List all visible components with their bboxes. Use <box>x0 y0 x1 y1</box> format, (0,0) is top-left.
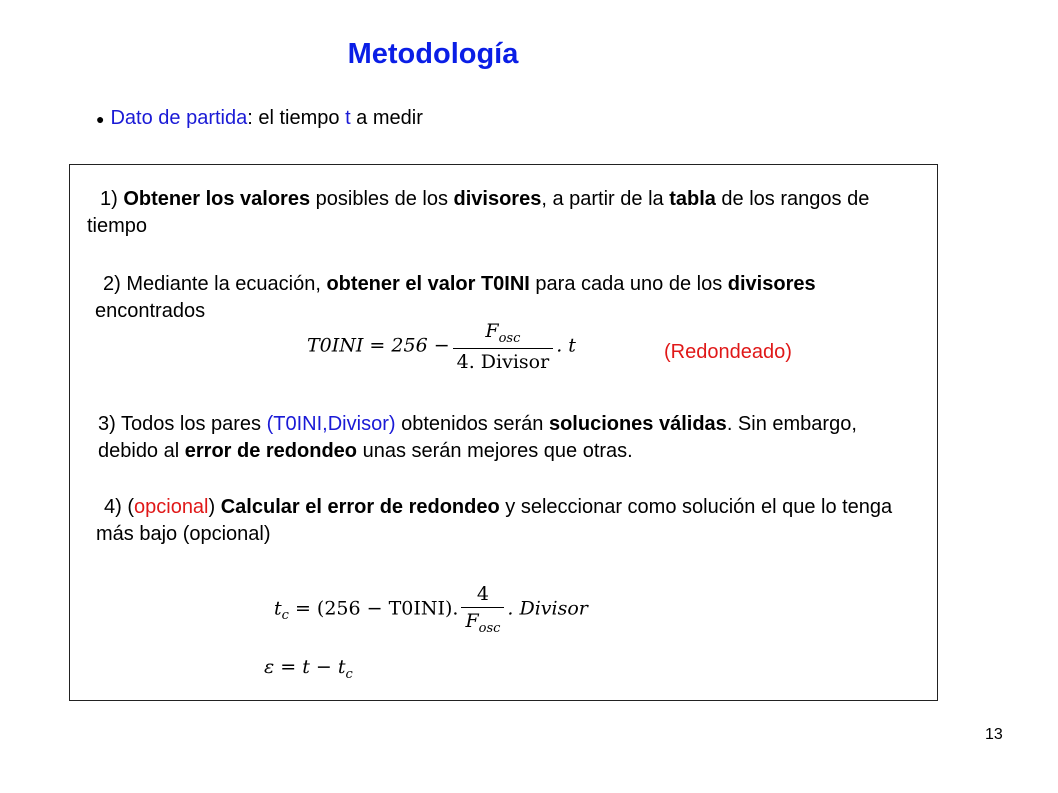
step3-bold: soluciones válidas <box>548 413 727 435</box>
step4-bold: Calcular el error de redondeo <box>220 496 500 518</box>
step2-text: para cada uno de los <box>529 273 728 295</box>
step4-text: ) <box>208 496 221 518</box>
step4-optional: opcional <box>134 496 209 518</box>
step2-text: 2) Mediante la ecuación, <box>103 273 327 295</box>
step1-text: , a partir de la <box>541 188 670 210</box>
intro-text-a: : el tiempo <box>247 107 346 129</box>
step3-text: . Sin embargo, debido al <box>98 413 857 462</box>
eq2-denominator-sub: osc <box>478 620 501 636</box>
step1-text: 1) <box>100 188 124 210</box>
step-4 <box>96 494 926 548</box>
equation-tc <box>274 583 588 636</box>
eq2-fraction <box>461 583 504 636</box>
step1-text: posibles de los <box>310 188 454 210</box>
step4-text: 4) ( <box>104 496 134 518</box>
eq2-lhs: t <box>274 597 282 620</box>
eq1-fraction <box>453 320 554 373</box>
step3-text: obtenidos serán <box>395 413 549 435</box>
eq1-numerator: F <box>485 320 499 342</box>
eq1-lhs: T0INI = 256 − <box>307 334 450 357</box>
eq3-lhs: ε = t − t <box>264 656 346 678</box>
eq3-sub: c <box>345 666 353 682</box>
eq2-denominator: F <box>465 610 479 632</box>
step2-text: encontrados <box>95 300 206 322</box>
intro-var: t <box>345 107 351 129</box>
step3-bold: error de redondeo <box>184 440 358 462</box>
eq2-lhs-sub: c <box>281 608 289 624</box>
step2-bold: obtener el valor T0INI <box>326 273 530 295</box>
eq1-numerator-sub: osc <box>498 330 521 346</box>
step1-bold: Obtener los valores <box>123 188 311 210</box>
step1-text: de los rangos de tiempo <box>87 188 870 237</box>
step3-text: unas serán mejores que otras. <box>357 440 633 462</box>
eq2-numerator: 4 <box>461 583 504 608</box>
intro-line <box>96 107 423 130</box>
equation-t0ini <box>307 320 576 373</box>
step3-pair: (T0INI,Divisor) <box>266 413 396 435</box>
eq1-denominator: 4. Divisor <box>456 350 550 373</box>
step2-bold: divisores <box>727 273 816 295</box>
bullet-icon: ● <box>96 111 105 127</box>
page-title: Metodología <box>347 38 519 70</box>
equation-error <box>264 656 353 682</box>
step-2 <box>95 271 875 325</box>
intro-text-b: a medir <box>350 107 423 129</box>
eq2-mid: = (256 − T0INI). <box>288 597 459 620</box>
step3-text: 3) Todos los pares <box>98 413 267 435</box>
step4-text: y seleccionar como solución el que lo tenga más bajo (opcional) <box>96 496 893 545</box>
step-3 <box>98 411 913 465</box>
step-1 <box>87 186 917 240</box>
page-number: 13 <box>985 726 1003 743</box>
step1-bold: divisores <box>453 188 542 210</box>
rounded-note: (Redondeado) <box>664 341 792 363</box>
eq2-tail: . Divisor <box>507 597 588 620</box>
step1-bold: tabla <box>669 188 716 210</box>
eq1-tail: . t <box>556 334 576 357</box>
intro-label: Dato de partida <box>110 107 248 129</box>
